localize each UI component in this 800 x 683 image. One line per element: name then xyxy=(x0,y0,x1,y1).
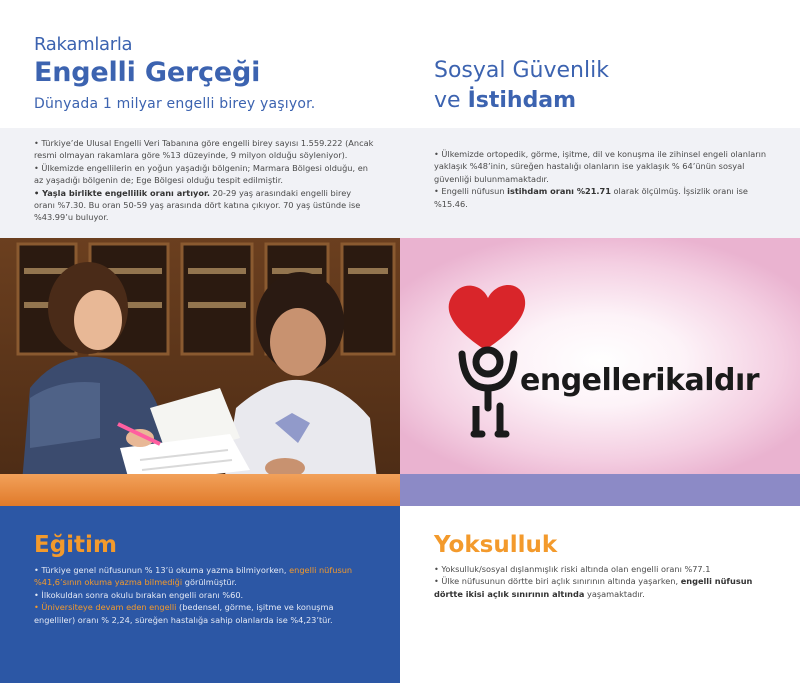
social-security-title: Sosyal Güvenlik xyxy=(434,58,609,83)
fact-university-highlight: • Üniversiteye devam eden engelli xyxy=(34,602,177,613)
poverty-title: Yoksulluk xyxy=(434,532,558,558)
fact-age-rest: 20-29 yaş arasındaki engelli birey oranı %7.30. Bu oran 50-59 yaş arasında dört katına çıkıyor. 70 yaş üstünde ise %43.99’u buluyor. xyxy=(34,187,361,223)
fact-age xyxy=(34,187,374,224)
fact-poverty-risk: • Yoksulluk/sosyal dışlanmışlık riski altında olan engelli oranı %77.1 xyxy=(434,564,711,574)
employment-title xyxy=(434,88,576,113)
page-title: Engelli Gerçeği xyxy=(34,57,261,88)
heart-figure-logo-icon xyxy=(400,238,800,474)
fact-hunger-post: yaşamaktadır. xyxy=(584,588,645,599)
fact-social-security: • Ülkemizde ortopedik, görme, işitme, dil ve konuşma ile zihinsel engeli olanların yaklaşık %48’inin, süreğen hastalığı olanların ise yaklaşık % 64’ünün sosyal güvenliği bulunmamaktadır. xyxy=(434,149,767,184)
fact-employment-bold: istihdam oranı %21.71 xyxy=(507,186,611,197)
fact-hunger-line xyxy=(434,575,774,600)
purple-strip xyxy=(400,474,800,506)
fact-literacy xyxy=(34,564,364,589)
fact-regions: • Ülkemizde engellilerin en yoğun yaşadığı bölgenin; Marmara Bölgesi olduğu, en az yaşadığı bölgenin de; Ege Bölgesi olduğu tespit edilmiştir. xyxy=(34,162,368,186)
fact-employment-pre: • Engelli nüfusun xyxy=(434,186,508,197)
education-section xyxy=(0,506,400,683)
fact-university-post: (bedensel, görme, işitme ve konuşma engelliler) oranı % 2,24, süreğen hastalığa sahip olanlarda ise %4,23’tür. xyxy=(34,602,334,625)
employment-title-bold: İstihdam xyxy=(467,88,577,113)
logo-wordmark: engellerikaldır xyxy=(520,363,760,398)
right-header xyxy=(400,0,800,128)
fact-hunger-bold: engelli nüfusun dörtte ikisi açlık sınırının altında xyxy=(434,576,753,599)
students-photo xyxy=(0,238,400,506)
fact-literacy-post: görülmüştür. xyxy=(182,577,237,588)
fact-employment-post: olarak ölçülmüş. İşsizlik oranı ise %15.46. xyxy=(434,186,748,209)
fact-literacy-pre: • Türkiye genel nüfusunun % 13’ü okuma yazma bilmiyorken, xyxy=(34,565,290,575)
poverty-facts xyxy=(434,563,774,600)
facts-list-right xyxy=(434,148,774,210)
fact-employment xyxy=(434,185,774,210)
fact-university xyxy=(34,601,364,626)
education-facts xyxy=(34,564,364,626)
poverty-section xyxy=(400,506,800,683)
employment-title-prefix: ve xyxy=(434,88,468,113)
campaign-logo-panel xyxy=(400,238,800,474)
facts-list-left xyxy=(34,137,374,224)
fact-dropout: • İlkokuldan sonra okulu bırakan engelli oranı %60. xyxy=(34,589,244,600)
page-subtitle: Dünyada 1 milyar engelli birey yaşıyor. xyxy=(34,96,316,112)
education-title: Eğitim xyxy=(34,532,117,558)
fact-literacy-highlight: engelli nüfusun %41,6’sının okuma yazma bilmediği xyxy=(34,565,353,588)
facts-band-left xyxy=(0,128,400,238)
left-header xyxy=(0,0,400,128)
fact-age-bold: • Yaşla birlikte engellilik oranı artıyor. xyxy=(34,187,210,198)
students-photo-illustration xyxy=(0,238,400,506)
header-kicker: Rakamlarla xyxy=(34,34,133,55)
fact-hunger-pre: • Ülke nüfusunun dörtte biri açlık sınırının altında yaşarken, xyxy=(434,576,681,587)
facts-band-right xyxy=(400,128,800,238)
fact-disabled-count: • Türkiye’de Ulusal Engelli Veri Tabanına göre engelli birey sayısı 1.559.222 (Ancak resmi olmayan rakamlara göre %13 düzeyinde, 9 milyon olduğu söyleniyor). xyxy=(34,138,374,161)
